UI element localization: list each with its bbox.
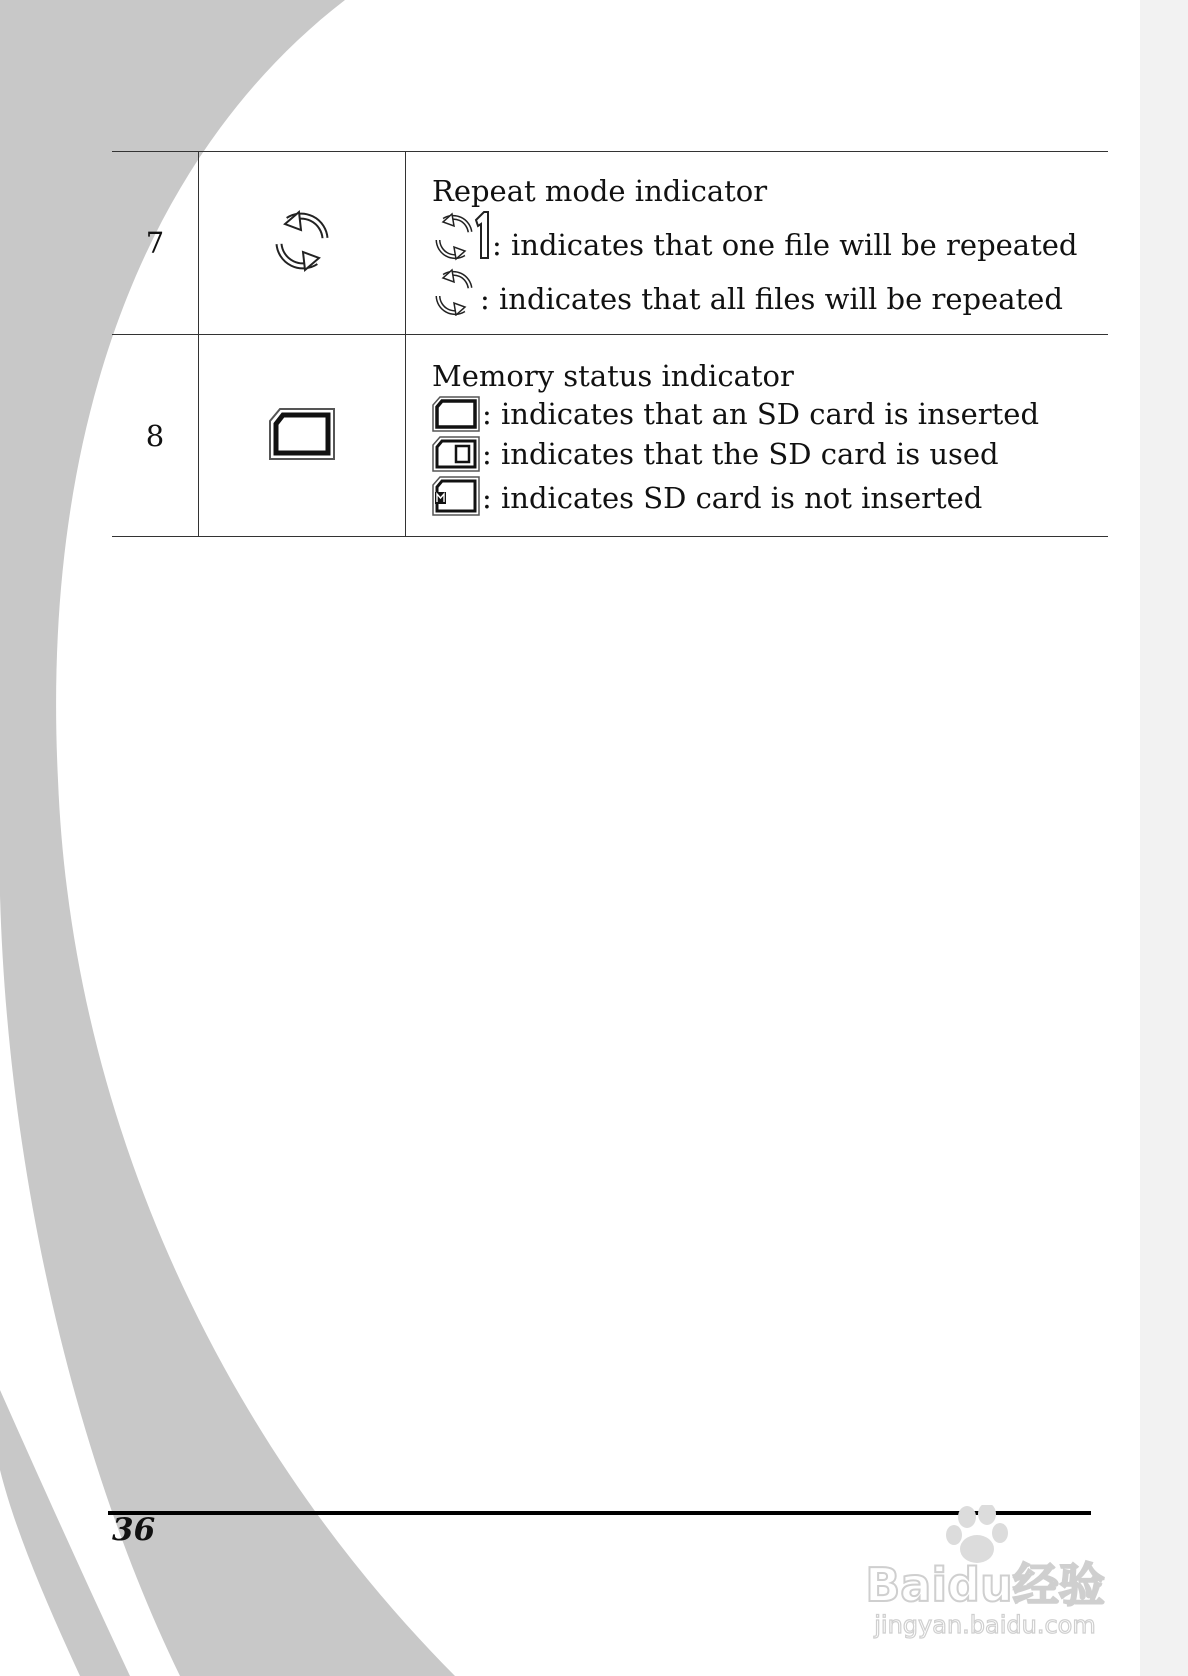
repeat-one-icon — [432, 210, 490, 262]
svg-text:Baidu经验: Baidu经验 — [865, 1558, 1105, 1612]
sd-card-used-icon — [432, 436, 480, 472]
svg-text:jingyan.baidu.com: jingyan.baidu.com — [874, 1611, 1096, 1639]
indicator-table — [112, 151, 1108, 537]
row-number: 7 — [112, 152, 199, 335]
table-row — [112, 335, 1108, 537]
page-number: 36 — [112, 1512, 156, 1548]
sd-card-inserted-icon — [432, 396, 480, 432]
row-number: 8 — [112, 335, 199, 537]
sd-card-not-inserted-icon — [432, 476, 480, 516]
repeat-all-icon — [432, 266, 478, 316]
memory-status-title: Memory status indicator — [432, 359, 794, 394]
list-item: : indicates that an SD card is inserted — [432, 396, 1108, 432]
list-item: : indicates that all files will be repeated — [432, 266, 1108, 316]
baidu-watermark — [850, 1505, 1120, 1640]
list-item: : indicates SD card is not inserted — [432, 476, 1108, 516]
repeat-mode-title: Repeat mode indicator — [432, 173, 768, 208]
repeat-icon — [269, 208, 335, 274]
table-row — [112, 152, 1108, 335]
list-item: : indicates that one file will be repeated — [432, 210, 1108, 262]
sd-card-icon — [268, 407, 336, 461]
list-item: : indicates that the SD card is used — [432, 436, 1108, 472]
